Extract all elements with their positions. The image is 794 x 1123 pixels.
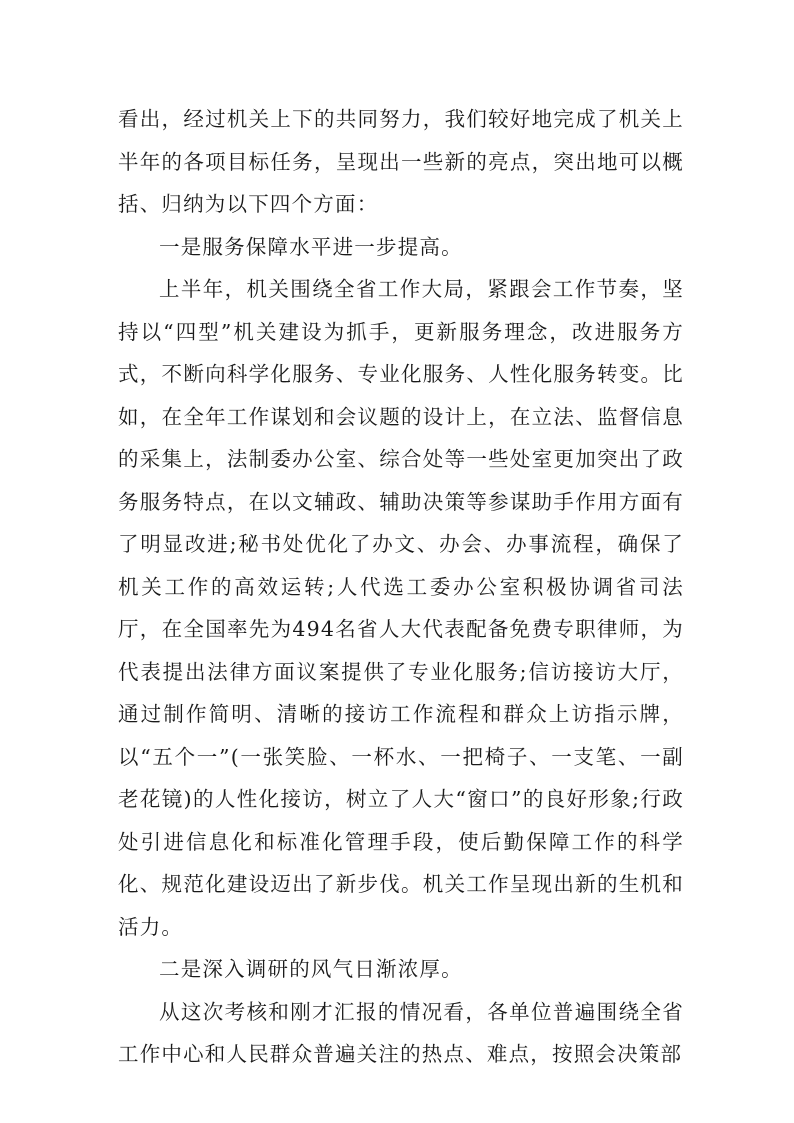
paragraph-point-two-detail: 从这次考核和刚才汇报的情况看，各单位普遍围绕全省工作中心和人民群众普遍关注的热点、难点，按照会决策部 xyxy=(118,999,684,1066)
paragraph-point-one-detail: 上半年，机关围绕全省工作大局，紧跟会工作节奏，坚持以“四型”机关建设为抓手，更新服务理念，改进服务方式，不断向科学化服务、专业化服务、人性化服务转变。比如，在全年工作谋划和会议题的设计上，在立法、监督信息的采集上，法制委办公室、综合处等一些处室更加突出了政务服务特点，在以文辅政、辅助决策等参谋助手作用方面有了明显改进;秘书处优化了办文、办会、办事流程，确保了机关工作的高效运转;人代选工委办公室积极协调省司法厅，在全国率先为494名省人大代表配备免费专职律师，为代表提出法律方面议案提供了专业化服务;信访接访大厅，通过制作简明、清晰的接访工作流程和群众上访指示牌，以“五个一”(一张笑脸、一杯水、一把椅子、一支笔、一副老花镜)的人性化接访，树立了人大“窗口”的良好形象;行政处引进信息化和标准化管理手段，使后勤保障工作的科学化、规范化建设迈出了新步伐。机关工作呈现出新的生机和活力。 xyxy=(118,277,684,939)
heading-point-two: 二是深入调研的风气日渐浓厚。 xyxy=(159,957,463,981)
document-body xyxy=(118,98,684,1076)
paragraph-intro-continuation: 看出，经过机关上下的共同努力，我们较好地完成了机关上半年的各项目标任务，呈现出一些新的亮点，突出地可以概括、归纳为以下四个方面： xyxy=(118,107,684,216)
heading-point-one: 一是服务保障水平进一步提高。 xyxy=(159,234,463,259)
